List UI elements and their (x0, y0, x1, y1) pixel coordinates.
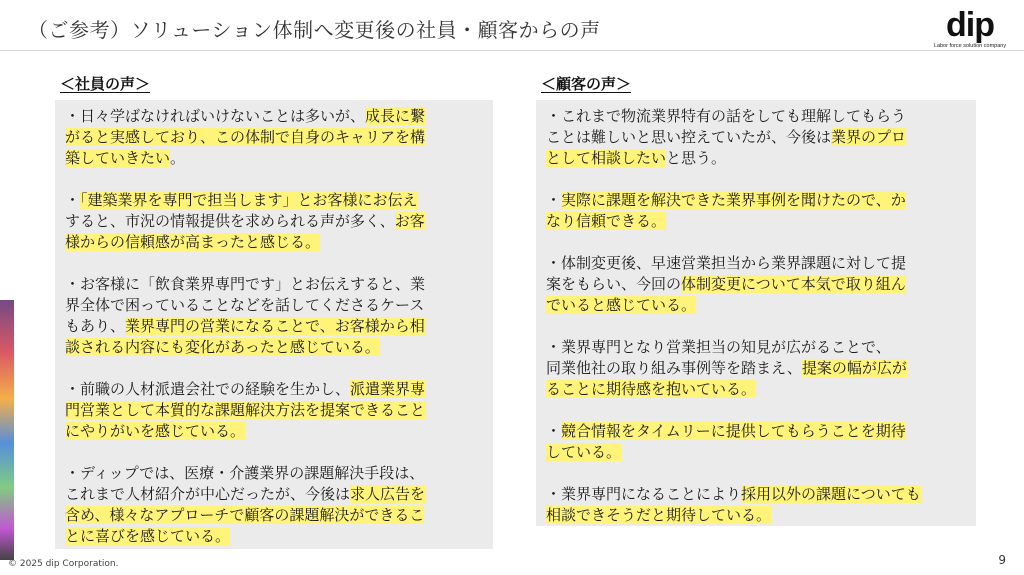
customer-voice-item (546, 421, 966, 463)
highlighted-text: 求人広告を 含め、様々なアプローチで顧客の課題解決ができるこ とに喜びを感じている。 (65, 485, 426, 545)
customer-voice-item (546, 190, 966, 232)
highlighted-text: 採用以外の課題についても 相談できそうだと期待している。 (546, 485, 921, 524)
employee-voices-box (55, 100, 493, 549)
highlighted-text: 成長に繋 がると実感しており、この体制で自身のキャリアを構 築していきたい (65, 107, 426, 167)
copyright-text: © 2025 dip Corporation. (8, 559, 119, 569)
dip-logo (930, 8, 1010, 49)
voice-text: ・体制変更後、早速営業担当から業界課題に対して提 案をもらい、今回の (546, 254, 907, 293)
voice-text: ・これまで物流業界特有の話をしても理解してもらう ことは難しいと思い控えていたが、今後は (546, 107, 907, 146)
highlighted-text: お客 様からの信頼感が高まったと感じる。 (65, 212, 425, 251)
customer-voices-box (536, 100, 976, 526)
voice-text: と思う。 (666, 149, 727, 167)
highlighted-text: 業界専門の営業になることで、お客様から相 談される内容にも変化があったと感じている。 (65, 317, 425, 356)
voice-text: ・ (65, 191, 81, 209)
employee-voice-item (65, 463, 483, 547)
highlighted-text: 業界のプロ として相談したい (546, 128, 907, 167)
customer-voice-item (546, 253, 966, 316)
voice-text: ・お客様に「飲食業界専門です」とお伝えすると、業 界全体で困っていることなどを話してくださるケース もあり、 (65, 275, 426, 335)
employee-voice-item (65, 379, 483, 442)
voice-text: すると、市況の情報提供を求められる声が多く、 (65, 212, 395, 230)
voice-text: ・ディップでは、医療・介護業界の課題解決手段は、 これまで人材紹介が中心だったが、今後は (65, 464, 425, 503)
employee-voice-item (65, 106, 483, 169)
title-divider (0, 50, 1024, 51)
logo-tagline: Labor force solution company (933, 43, 1007, 49)
highlighted-text: 派遣業界専 門営業として本質的な課題解決方法を提案できること にやりがいを感じている。 (65, 380, 426, 440)
employee-voices-heading: ＜社員の声＞ (60, 75, 151, 93)
highlighted-text: 実際に課題を解決できた業界事例を聞けたので、か なり信頼できる。 (546, 191, 906, 230)
highlighted-text: 「建築業界を専門で担当します」とお客様にお伝え (80, 191, 418, 209)
highlighted-text: 体制変更について本気で取り組ん でいると感じている。 (546, 275, 906, 314)
customer-voice-item (546, 484, 966, 526)
page-title: （ご参考）ソリューション体制へ変更後の社員・顧客からの声 (28, 18, 601, 42)
customer-voice-item (546, 337, 966, 400)
page-number: 9 (998, 553, 1006, 567)
voice-text: ・業界専門になることにより (546, 485, 742, 503)
customer-voice-item (546, 106, 966, 169)
employee-voice-item (65, 274, 483, 358)
highlighted-text: 競合情報をタイムリーに提供してもらうことを期待 している。 (546, 422, 906, 461)
voice-text: ・日々学ばなければいけないことは多いが、 (65, 107, 366, 125)
decorative-side-image (0, 300, 14, 560)
voice-text: ・ (546, 422, 562, 440)
voice-text: ・前職の人材派遣会社での経験を生かし、 (65, 380, 351, 398)
voice-text: 。 (170, 149, 186, 167)
customer-voices-heading: ＜顧客の声＞ (541, 75, 632, 93)
voice-text: ・業界専門となり営業担当の知見が広がることで、 同業他社の取り組み事例等を踏まえ、 (546, 338, 891, 377)
employee-voice-item (65, 190, 483, 253)
highlighted-text: 提案の幅が広が ることに期待感を抱いている。 (546, 359, 907, 398)
voice-text: ・ (546, 191, 562, 209)
logo-wordmark: dip (946, 6, 994, 44)
